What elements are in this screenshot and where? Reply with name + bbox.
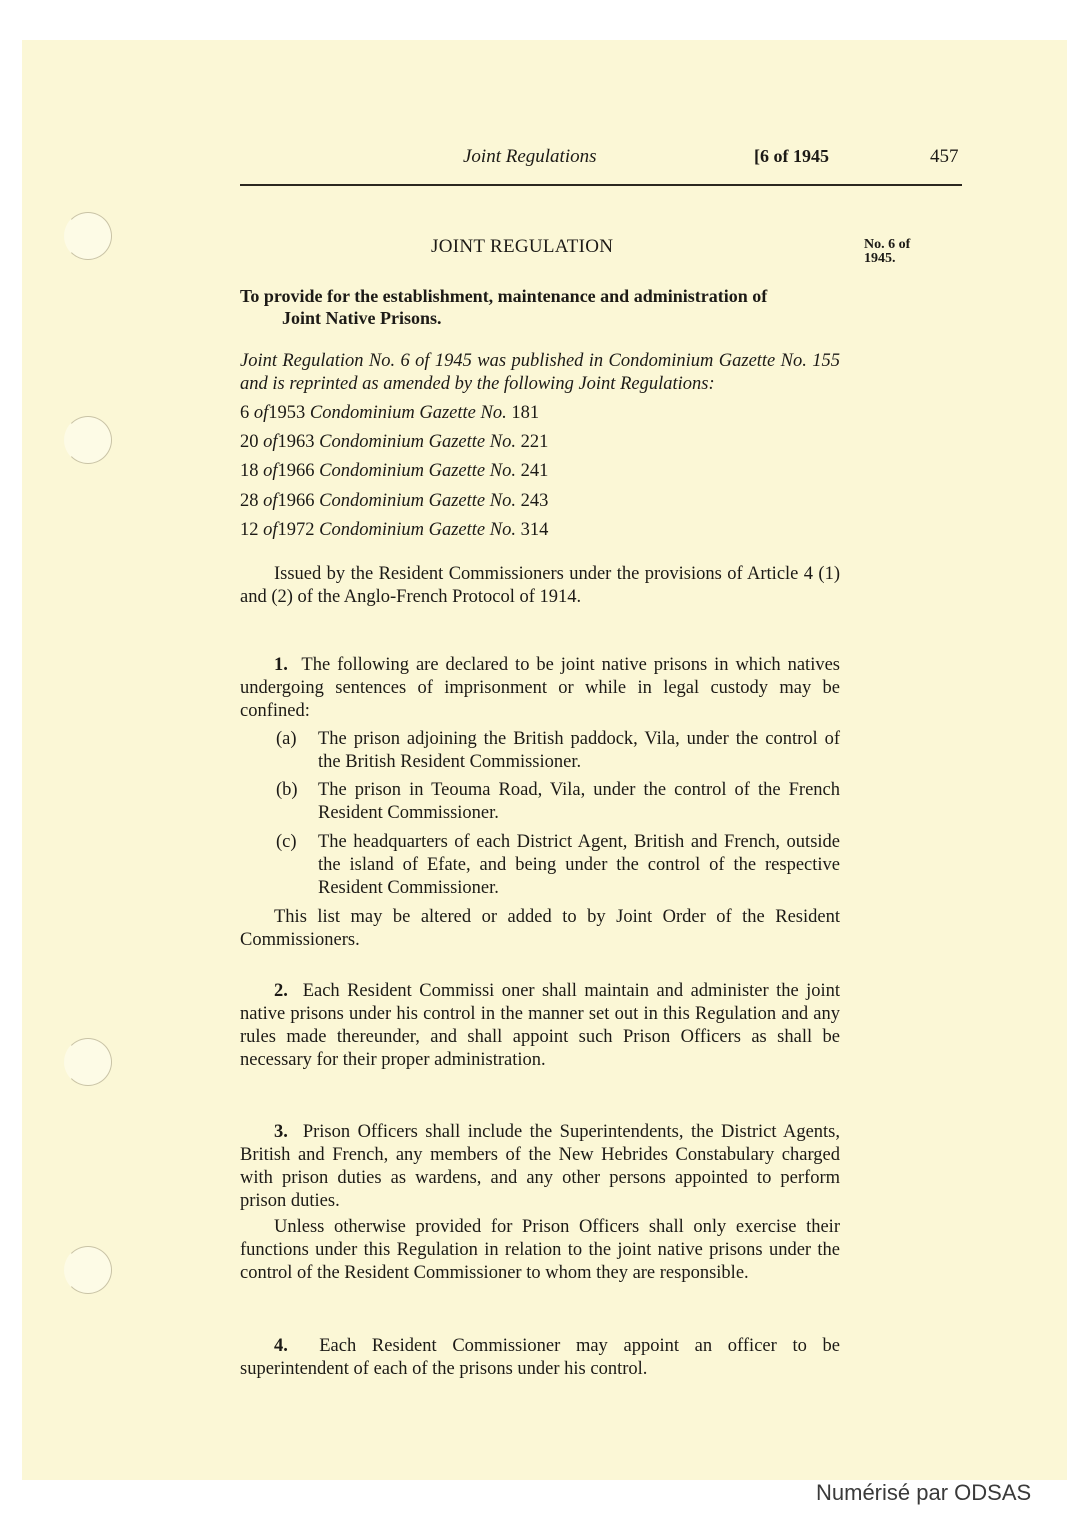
amendment-gazette-number: 314 <box>520 519 549 540</box>
amendment-number: 18 <box>240 461 259 482</box>
subtitle-line1: To provide for the establishment, maintenance and administration of <box>240 286 768 306</box>
section-text: The following are declared to be joint native prisons in which natives undergoing sentences of imprisonment or while in legal custody may be confined: <box>240 655 840 721</box>
item-text: The prison in Teouma Road, Vila, under the control of the French Resident Commissioner. <box>318 780 840 823</box>
section-number: 4. <box>274 1336 288 1356</box>
section-number: 2. <box>274 981 288 1001</box>
section-1-item-a <box>276 728 840 774</box>
amendment-of: of <box>263 519 278 540</box>
marginal-note-line2: 1945. <box>864 251 896 266</box>
amendment-number: 28 <box>240 490 259 511</box>
amendment-item <box>240 490 548 519</box>
section-text: Each Resident Commissioner may appoint an officer to be superintendent of each of the prisons under his control. <box>240 1336 840 1379</box>
running-header-reference: [6 of 1945 <box>754 146 829 166</box>
punch-hole-2 <box>64 416 112 464</box>
section-1-item-c <box>276 831 840 900</box>
amendment-list <box>240 402 548 548</box>
amendment-gazette-number: 181 <box>511 403 540 423</box>
section-3-closing <box>240 1216 840 1285</box>
amendment-gazette-number: 243 <box>520 490 549 511</box>
punch-hole-1 <box>64 212 112 260</box>
section-text: Unless otherwise provided for Prison Officers shall only exercise their functions under this Regulation in relation to the joint native prisons under the control of the Resident Commissioner to whom they are responsible. <box>240 1217 840 1283</box>
amendment-item <box>240 519 548 548</box>
amendment-item <box>240 402 548 431</box>
section-1-item-b <box>276 779 840 825</box>
publication-note: Joint Regulation No. 6 of 1945 was published in Condominium Gazette No. 155 and is reprinted as amended by the following Joint Regulations: <box>240 351 840 394</box>
item-label: (c) <box>276 832 297 852</box>
amendment-number: 12 <box>240 519 259 540</box>
section-2 <box>240 980 840 1072</box>
amendment-gazette-number: 241 <box>520 461 549 482</box>
section-1 <box>240 654 840 723</box>
section-text: Prison Officers shall include the Superintendents, the District Agents, British and French, any members of the New Hebrides Constabulary charged with prison duties as wardens, and any other persons appointed to perform prison duties. <box>240 1122 840 1211</box>
punch-hole-4 <box>64 1246 112 1294</box>
amendment-year: 1966 <box>277 461 315 482</box>
amendment-gazette: Condominium Gazette No. <box>319 490 516 511</box>
section-number: 3. <box>274 1122 288 1142</box>
amendment-year: 1972 <box>277 519 315 540</box>
amendment-item <box>240 460 548 489</box>
amendment-number: 6 <box>240 403 250 423</box>
amendment-of: of <box>253 403 269 423</box>
page-number: 457 <box>930 146 959 167</box>
amendment-year: 1966 <box>277 490 315 511</box>
amendment-number: 20 <box>240 432 259 453</box>
digitization-credit: Numérisé par ODSAS <box>816 1480 1032 1505</box>
issuing-authority-text: Issued by the Resident Commissioners under the provisions of Article 4 (1) and (2) of the Anglo-French Protocol of 1914. <box>240 564 840 607</box>
item-text: The prison adjoining the British paddock, Vila, under the control of the British Resident Commissioner. <box>318 729 840 772</box>
section-text: This list may be altered or added to by Joint Order of the Resident Commissioners. <box>240 907 840 950</box>
subtitle-line2: Joint Native Prisons. <box>282 308 442 328</box>
amendment-of: of <box>263 432 278 453</box>
section-3 <box>240 1121 840 1213</box>
amendment-year: 1963 <box>277 432 315 453</box>
item-text: The headquarters of each District Agent, British and French, outside the island of Efate, and being under the control of the respective Resident Commissioner. <box>318 832 840 898</box>
header-rule <box>240 184 962 186</box>
amendment-year: 1953 <box>268 403 306 423</box>
amendment-gazette: Condominium Gazette No. <box>319 519 516 540</box>
amendment-of: of <box>263 461 278 482</box>
section-number: 1. <box>274 655 288 675</box>
running-header-title: Joint Regulations <box>463 146 597 167</box>
punch-hole-3 <box>64 1038 112 1086</box>
amendment-gazette-number: 221 <box>520 432 549 453</box>
amendment-of: of <box>263 490 278 511</box>
section-4 <box>240 1335 840 1381</box>
amendment-gazette: Condominium Gazette No. <box>309 403 507 423</box>
marginal-note <box>864 238 910 266</box>
item-label: (b) <box>276 780 298 800</box>
issuing-authority-paragraph <box>240 563 840 609</box>
regulation-title: JOINT REGULATION <box>431 236 614 257</box>
section-text: Each Resident Commissi oner shall maintain and administer the joint native prisons under his control in the manner set out in this Regulation and any rules made thereunder, and shall appoint such Prison Officers as shall be necessary for their proper administration. <box>240 981 841 1070</box>
regulation-subtitle <box>240 285 840 329</box>
section-1-closing <box>240 906 840 952</box>
amendment-gazette: Condominium Gazette No. <box>319 432 516 453</box>
amendment-gazette: Condominium Gazette No. <box>319 461 516 482</box>
marginal-note-line1: No. 6 of <box>864 237 911 252</box>
amendment-item <box>240 431 548 460</box>
item-label: (a) <box>276 729 297 749</box>
